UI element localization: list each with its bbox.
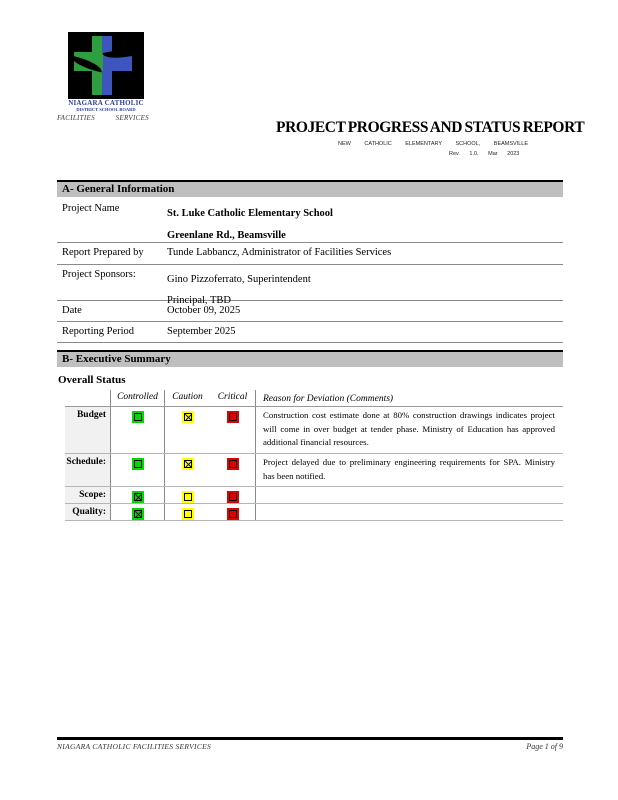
- table-row-sponsors: [57, 265, 563, 306]
- project-name-line1: St. Luke Catholic Elementary School: [167, 208, 333, 219]
- section-a-header: A- General Information: [57, 180, 563, 197]
- caution-cell: [165, 504, 210, 520]
- status-row-scope: [65, 487, 563, 504]
- status-row-schedule: [65, 454, 563, 487]
- critical-cell: [210, 504, 255, 520]
- checkbox-caution-icon: [184, 460, 192, 468]
- report-body: [57, 180, 563, 521]
- caution-cell: [165, 407, 210, 453]
- table-row-reporting-period: [57, 322, 563, 343]
- checkbox-caution-icon: [184, 493, 192, 501]
- row-label: Reporting Period: [62, 326, 135, 337]
- niagara-catholic-logo: [57, 32, 158, 122]
- row-value: October 09, 2025: [167, 305, 241, 316]
- report-title: PROJECT PROGRESS AND STATUS REPORT: [276, 119, 585, 136]
- table-row-prepared-by: [57, 243, 563, 265]
- sponsor-line1: Gino Pizzoferrato, Superintendent: [167, 274, 311, 285]
- column-header-caution: Caution: [172, 392, 203, 402]
- checkbox-controlled-icon: [134, 493, 142, 501]
- caution-cell: [165, 487, 210, 503]
- table-row-project-name: [57, 197, 563, 243]
- row-label: Project Sponsors:: [62, 269, 136, 280]
- overall-status-heading: Overall Status: [58, 374, 126, 386]
- row-label: Date: [62, 305, 82, 316]
- header-blank-cell: [65, 390, 111, 406]
- reason-comment: Construction cost estimate done at 80% construction drawings indicates project will come in over budget at tender phase. Ministry of Education has approved additional financial resources.: [255, 407, 563, 453]
- logo-org-subname: DISTRICT SCHOOL BOARD: [76, 107, 136, 112]
- logo-org-name: NIAGARA CATHOLIC: [68, 99, 144, 107]
- checkbox-controlled-icon: [134, 413, 142, 421]
- project-name-line2: Greenlane Rd., Beamsville: [167, 230, 286, 241]
- facilities-label: FACILITIES: [57, 114, 95, 122]
- row-label: Schedule:: [65, 454, 111, 486]
- section-b-header: B- Executive Summary: [57, 350, 563, 367]
- revision-info: Rev. 1.0, Mar 2023: [449, 151, 520, 157]
- facilities-services-line: [57, 114, 149, 122]
- critical-cell: [210, 407, 255, 453]
- row-label: Scope:: [65, 487, 111, 503]
- status-table: [65, 390, 563, 521]
- table-row-date: [57, 301, 563, 322]
- controlled-cell: [111, 454, 165, 486]
- row-value: [167, 269, 563, 306]
- controlled-cell: [111, 407, 165, 453]
- checkbox-controlled-icon: [134, 460, 142, 468]
- checkbox-critical-icon: [229, 460, 237, 468]
- page-number: Page 1 of 9: [526, 742, 563, 751]
- checkbox-caution-icon: [184, 510, 192, 518]
- column-header-controlled: Controlled: [111, 390, 165, 406]
- logo-cross-icon: [68, 32, 144, 99]
- checkbox-critical-icon: [229, 510, 237, 518]
- sponsor-line2: Principal, TBD: [167, 295, 231, 306]
- row-label: Report Prepared by: [62, 247, 144, 258]
- row-value: September 2025: [167, 326, 236, 337]
- status-table-header: [65, 390, 563, 407]
- reason-comment: [255, 504, 563, 520]
- status-row-budget: [65, 407, 563, 454]
- column-header-critical: Critical: [217, 392, 248, 402]
- reason-comment: Project delayed due to preliminary engineering requirements for SPA. Ministry has been notified.: [255, 454, 563, 486]
- checkbox-critical-icon: [229, 413, 237, 421]
- footer-text-row: [57, 740, 563, 751]
- caution-cell: [165, 454, 210, 486]
- page-footer: [57, 737, 563, 751]
- row-value: [167, 203, 563, 242]
- controlled-cell: [111, 487, 165, 503]
- services-label: SERVICES: [115, 114, 149, 122]
- footer-org: NIAGARA CATHOLIC FACILITIES SERVICES: [57, 742, 212, 751]
- row-value: Tunde Labbancz, Administrator of Facilities Services: [167, 247, 392, 258]
- row-label: Budget: [65, 407, 111, 453]
- row-label: Quality:: [65, 504, 111, 520]
- status-row-quality: [65, 504, 563, 521]
- critical-cell: [210, 487, 255, 503]
- checkbox-controlled-icon: [134, 510, 142, 518]
- checkbox-critical-icon: [229, 493, 237, 501]
- report-subtitle: NEW CATHOLIC ELEMENTARY SCHOOL, BEAMSVILLE: [338, 141, 529, 147]
- column-header-reason: Reason for Deviation (Comments): [255, 390, 563, 406]
- controlled-cell: [111, 504, 165, 520]
- checkbox-caution-icon: [184, 413, 192, 421]
- critical-cell: [210, 454, 255, 486]
- row-label: Project Name: [62, 203, 120, 214]
- reason-comment: [255, 487, 563, 503]
